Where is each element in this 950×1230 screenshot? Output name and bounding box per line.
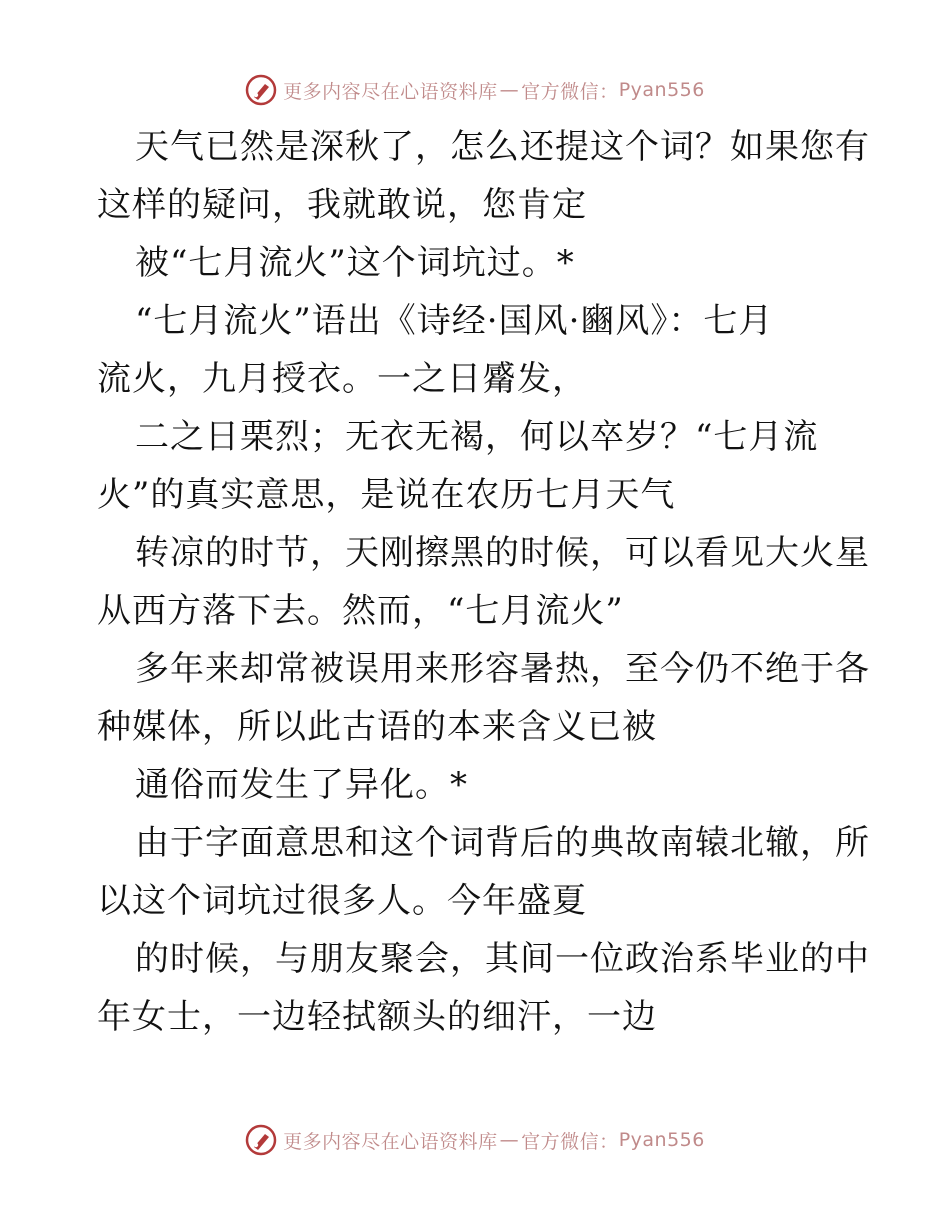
text-line: 种媒体，所以此古语的本来含义已被 xyxy=(97,707,657,747)
text-line: 流火，九月授衣。一之日觱发， xyxy=(97,359,587,399)
watermark-wechat-id: Pyan556 xyxy=(618,79,705,101)
text-line: 火”的真实意思，是说在农历七月天气 xyxy=(97,475,676,515)
text-line: 天气已然是深秋了，怎么还提这个词？如果您有 xyxy=(135,127,870,167)
watermark-text: 更多内容尽在心语资料库 xyxy=(283,1130,498,1153)
watermark-separator: — xyxy=(499,1129,520,1151)
watermark-text: 更多内容尽在心语资料库 xyxy=(283,80,498,103)
text-line: 年女士，一边轻拭额头的细汗，一边 xyxy=(97,997,657,1037)
text-line: 这样的疑问，我就敢说，您肯定 xyxy=(97,185,587,225)
text-line: 二之日栗烈；无衣无褐，何以卒岁？“七月流 xyxy=(135,417,819,457)
text-line: 被“七月流火”这个词坑过。* xyxy=(135,243,575,283)
text-line: 转凉的时节，天刚擦黑的时候，可以看见大火星 xyxy=(135,533,870,573)
pen-logo-icon xyxy=(245,1124,277,1156)
text-line: “七月流火”语出《诗经·国风·豳风》：七月 xyxy=(135,301,774,341)
footer-watermark xyxy=(0,1120,950,1160)
watermark-wechat-label: 官方微信： xyxy=(521,1130,619,1153)
document-body xyxy=(97,118,870,1046)
watermark-wechat-id: Pyan556 xyxy=(618,1129,705,1151)
text-line: 的时候，与朋友聚会，其间一位政治系毕业的中 xyxy=(135,939,870,979)
text-line: 由于字面意思和这个词背后的典故南辕北辙，所 xyxy=(135,823,870,863)
pen-logo-icon xyxy=(245,74,277,106)
text-line: 以这个词坑过很多人。今年盛夏 xyxy=(97,881,587,921)
watermark-separator: — xyxy=(499,79,520,101)
text-line: 多年来却常被误用来形容暑热，至今仍不绝于各 xyxy=(135,649,870,689)
watermark-wechat-label: 官方微信： xyxy=(521,80,619,103)
text-line: 从西方落下去。然而，“七月流火” xyxy=(97,591,624,631)
text-line: 通俗而发生了异化。* xyxy=(135,765,468,805)
header-watermark xyxy=(0,70,950,110)
